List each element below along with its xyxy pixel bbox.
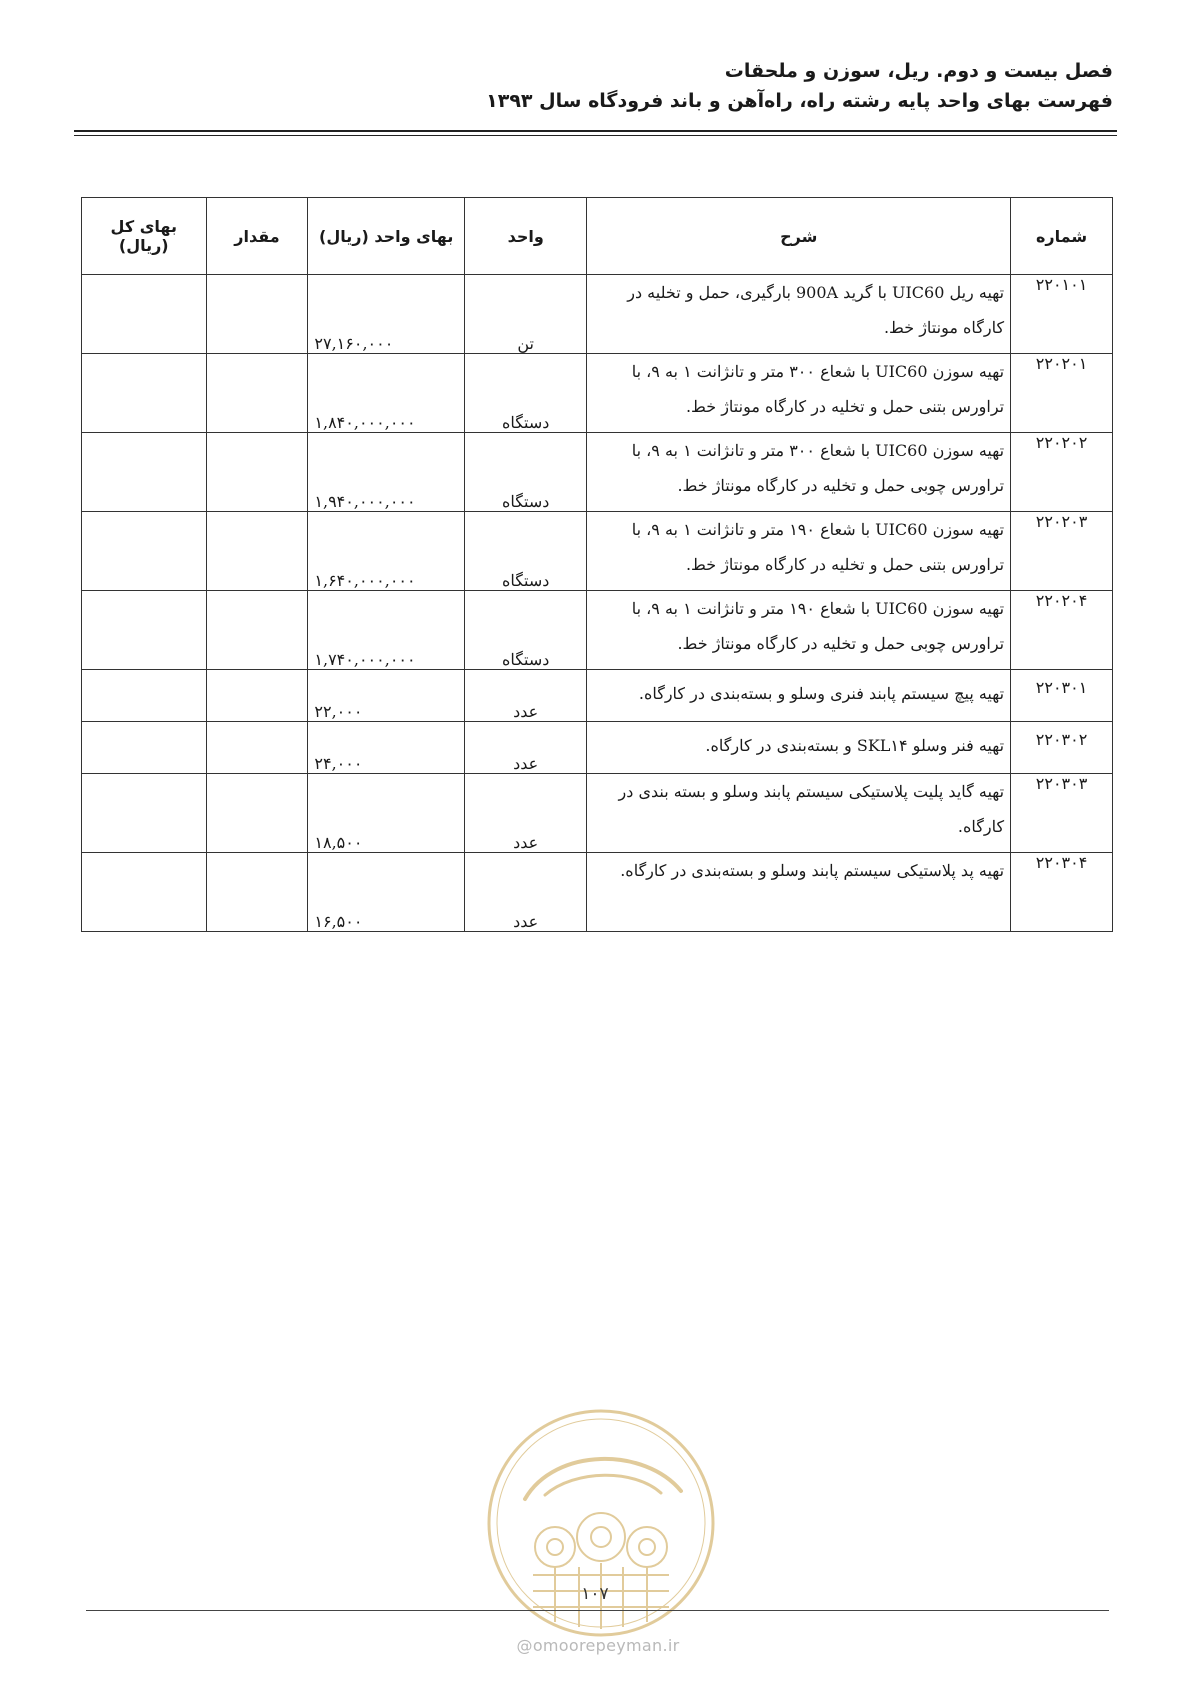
row-number: ۲۲۰۳۰۲ bbox=[1011, 722, 1113, 774]
row-description: تهیه ریل UIC60 با گرید 900A بارگیری، حمل و تخلیه در کارگاه مونتاژ خط. bbox=[587, 275, 1011, 354]
row-unit-price: ۲۴,۰۰۰ bbox=[308, 722, 465, 774]
row-description: تهیه سوزن UIC60 با شعاع ۳۰۰ متر و تانژانت ۱ به ۹، با تراورس چوبی حمل و تخلیه در کارگاه مونتاژ خط. bbox=[587, 433, 1011, 512]
row-description: تهیه سوزن UIC60 با شعاع ۳۰۰ متر و تانژانت ۱ به ۹، با تراورس بتنی حمل و تخلیه در کارگاه مونتاژ خط. bbox=[587, 354, 1011, 433]
table-header-row bbox=[82, 198, 1113, 275]
table-row bbox=[82, 433, 1113, 512]
page-header bbox=[73, 56, 1113, 116]
table-row bbox=[82, 275, 1113, 354]
price-table bbox=[81, 197, 1113, 932]
header-unit: واحد bbox=[465, 198, 587, 275]
row-unit: عدد bbox=[465, 722, 587, 774]
row-quantity bbox=[206, 433, 308, 512]
row-number: ۲۲۰۳۰۱ bbox=[1011, 670, 1113, 722]
row-number: ۲۲۰۱۰۱ bbox=[1011, 275, 1113, 354]
row-unit: دستگاه bbox=[465, 354, 587, 433]
header-description: شرح bbox=[587, 198, 1011, 275]
website-watermark: @omoorepeyman.ir bbox=[516, 1636, 680, 1655]
row-quantity bbox=[206, 512, 308, 591]
row-total-price bbox=[82, 433, 207, 512]
row-unit: دستگاه bbox=[465, 512, 587, 591]
header-unit-price: بهای واحد (ریال) bbox=[308, 198, 465, 275]
row-unit-price: ۱,۹۴۰,۰۰۰,۰۰۰ bbox=[308, 433, 465, 512]
row-unit: دستگاه bbox=[465, 433, 587, 512]
row-unit-price: ۱,۷۴۰,۰۰۰,۰۰۰ bbox=[308, 591, 465, 670]
price-list-title: فهرست بهای واحد پایه رشته راه، راه‌آهن و باند فرودگاه سال ۱۳۹۳ bbox=[486, 90, 1113, 112]
chapter-title: فصل بیست و دوم. ریل، سوزن و ملحقات bbox=[724, 60, 1113, 82]
table-row bbox=[82, 512, 1113, 591]
row-total-price bbox=[82, 354, 207, 433]
row-number: ۲۲۰۲۰۴ bbox=[1011, 591, 1113, 670]
table-row bbox=[82, 722, 1113, 774]
row-description: تهیه گاید پلیت پلاستیکی سیستم پابند وسلو و بسته بندی در کارگاه. bbox=[587, 774, 1011, 853]
row-quantity bbox=[206, 722, 308, 774]
row-total-price bbox=[82, 774, 207, 853]
row-quantity bbox=[206, 591, 308, 670]
row-unit-price: ۲۲,۰۰۰ bbox=[308, 670, 465, 722]
header-rule-thick bbox=[74, 130, 1117, 132]
table-row bbox=[82, 853, 1113, 932]
row-number: ۲۲۰۳۰۴ bbox=[1011, 853, 1113, 932]
row-total-price bbox=[82, 512, 207, 591]
row-total-price bbox=[82, 275, 207, 354]
page-number: ۱۰۷ bbox=[581, 1584, 609, 1604]
row-description: تهیه سوزن UIC60 با شعاع ۱۹۰ متر و تانژانت ۱ به ۹، با تراورس بتنی حمل و تخلیه در کارگاه مونتاژ خط. bbox=[587, 512, 1011, 591]
row-unit: دستگاه bbox=[465, 591, 587, 670]
omoor-peyman-stamp-logo bbox=[485, 1407, 717, 1639]
table-row bbox=[82, 774, 1113, 853]
row-total-price bbox=[82, 722, 207, 774]
row-number: ۲۲۰۲۰۲ bbox=[1011, 433, 1113, 512]
row-description: تهیه پد پلاستیکی سیستم پابند وسلو و بسته‌بندی در کارگاه. bbox=[587, 853, 1011, 932]
header-quantity: مقدار bbox=[206, 198, 308, 275]
header-rule-thin bbox=[74, 135, 1117, 136]
table-row bbox=[82, 591, 1113, 670]
table-row bbox=[82, 354, 1113, 433]
footer-rule bbox=[86, 1610, 1109, 1611]
row-unit: عدد bbox=[465, 853, 587, 932]
row-description: تهیه فنر وسلو SKL۱۴ و بسته‌بندی در کارگاه. bbox=[587, 722, 1011, 774]
row-unit: تن bbox=[465, 275, 587, 354]
row-number: ۲۲۰۳۰۳ bbox=[1011, 774, 1113, 853]
table-row bbox=[82, 670, 1113, 722]
row-unit-price: ۱,۶۴۰,۰۰۰,۰۰۰ bbox=[308, 512, 465, 591]
row-unit: عدد bbox=[465, 670, 587, 722]
row-number: ۲۲۰۲۰۳ bbox=[1011, 512, 1113, 591]
header-number: شماره bbox=[1011, 198, 1113, 275]
row-unit-price: ۱,۸۴۰,۰۰۰,۰۰۰ bbox=[308, 354, 465, 433]
row-description: تهیه سوزن UIC60 با شعاع ۱۹۰ متر و تانژانت ۱ به ۹، با تراورس چوبی حمل و تخلیه در کارگاه مونتاژ خط. bbox=[587, 591, 1011, 670]
row-description: تهیه پیچ سیستم پابند فنری وسلو و بسته‌بندی در کارگاه. bbox=[587, 670, 1011, 722]
row-quantity bbox=[206, 670, 308, 722]
row-unit-price: ۲۷,۱۶۰,۰۰۰ bbox=[308, 275, 465, 354]
row-unit-price: ۱۶,۵۰۰ bbox=[308, 853, 465, 932]
row-total-price bbox=[82, 853, 207, 932]
row-total-price bbox=[82, 591, 207, 670]
row-total-price bbox=[82, 670, 207, 722]
row-quantity bbox=[206, 853, 308, 932]
row-unit: عدد bbox=[465, 774, 587, 853]
row-quantity bbox=[206, 774, 308, 853]
row-quantity bbox=[206, 275, 308, 354]
row-quantity bbox=[206, 354, 308, 433]
row-number: ۲۲۰۲۰۱ bbox=[1011, 354, 1113, 433]
header-total-price: بهای کل (ریال) bbox=[82, 198, 207, 275]
row-unit-price: ۱۸,۵۰۰ bbox=[308, 774, 465, 853]
